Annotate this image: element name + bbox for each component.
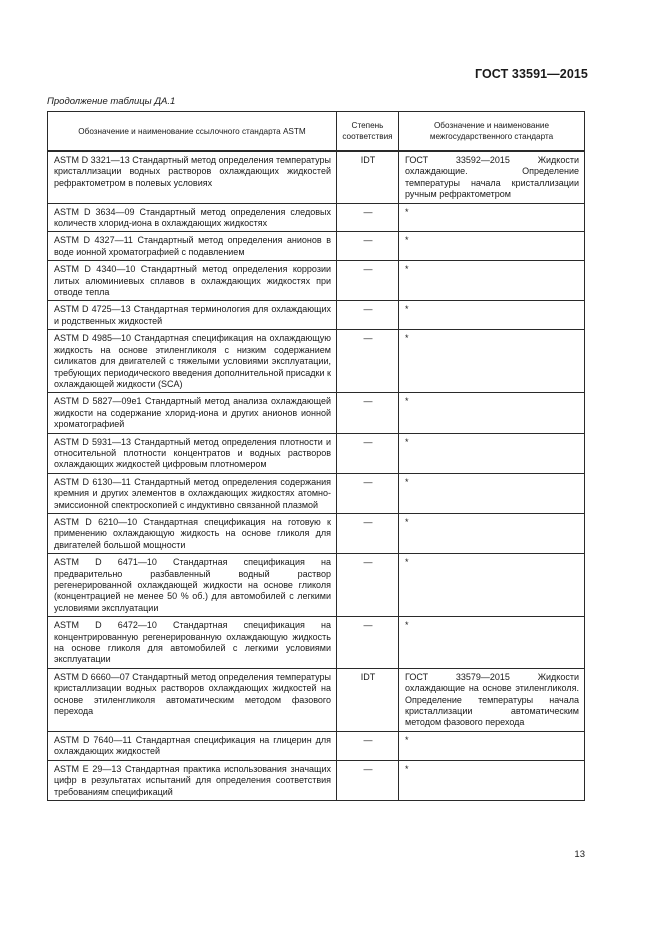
column-header-astm: Обозначение и наименование ссылочного стандарта ASTM (48, 112, 337, 152)
degree-cell: — (337, 393, 399, 433)
table-row (48, 203, 585, 232)
degree-cell: — (337, 617, 399, 669)
interstate-cell: * (399, 554, 585, 617)
degree-cell: — (337, 301, 399, 330)
degree-cell: — (337, 554, 399, 617)
degree-cell: — (337, 261, 399, 301)
astm-cell: ASTM D 6130—11 Стандартный метод определения содержания кремния и других элементов в охлаждающих жидкостях атомно-эмиссионной спектроскопией с индуктивно связанной плазмой (48, 473, 337, 513)
degree-cell: — (337, 433, 399, 473)
astm-cell: ASTM D 6471—10 Стандартная спецификация на предварительно разбавленный водный раствор регенерированной охлаждающей жидкости на основе гликоля (концентрацией не менее 50 % об.) для автомобилей с легкими условиями эксплуатации (48, 554, 337, 617)
table-caption: Продолжение таблицы ДА.1 (47, 96, 176, 107)
table-row (48, 261, 585, 301)
column-header-degree: Степень соответствия (337, 112, 399, 152)
table-row (48, 232, 585, 261)
interstate-cell: ГОСТ 33592—2015 Жидкости охлаждающие. Определение температуры начала кристаллизации ручным рефрактометром (399, 151, 585, 203)
table-row (48, 301, 585, 330)
astm-cell: ASTM E 29—13 Стандартная практика использования значащих цифр в результатах испытаний для определения соответствия требованиям спецификаций (48, 760, 337, 800)
degree-cell: — (337, 473, 399, 513)
degree-cell: — (337, 330, 399, 393)
table-row (48, 617, 585, 669)
table-row (48, 151, 585, 203)
reference-standards-table (47, 111, 585, 801)
degree-cell: — (337, 760, 399, 800)
astm-cell: ASTM D 6660—07 Стандартный метод определения температуры кристаллизации водных растворов охлаждающих жидкостей на основе этиленгликоля автоматическим методом фазового перехода (48, 668, 337, 731)
table-row (48, 760, 585, 800)
astm-cell: ASTM D 7640—11 Стандартная спецификация на глицерин для охлаждающих жидкостей (48, 731, 337, 760)
table-row (48, 668, 585, 731)
astm-cell: ASTM D 5827—09e1 Стандартный метод анализа охлаждающей жидкости на содержание хлорид-иона и других анионов ионной хроматографией (48, 393, 337, 433)
astm-cell: ASTM D 6472—10 Стандартная спецификация на концентрированную регенерированную охлаждающую жидкость на основе гликоля для автомобилей с легкими условиями эксплуатации (48, 617, 337, 669)
page-number: 13 (574, 849, 585, 860)
astm-cell: ASTM D 6210—10 Стандартная спецификация на готовую к применению охлаждающую жидкость на основе гликоля для двигателей большой мощности (48, 513, 337, 553)
interstate-cell: * (399, 393, 585, 433)
table-row (48, 513, 585, 553)
degree-cell: IDT (337, 668, 399, 731)
standard-code: ГОСТ 33591—2015 (474, 67, 588, 81)
interstate-cell: * (399, 301, 585, 330)
interstate-cell: * (399, 261, 585, 301)
interstate-cell: * (399, 203, 585, 232)
table-row (48, 554, 585, 617)
interstate-cell: * (399, 330, 585, 393)
interstate-cell: * (399, 433, 585, 473)
interstate-cell: * (399, 232, 585, 261)
interstate-cell: * (399, 513, 585, 553)
astm-cell: ASTM D 3321—13 Стандартный метод определения температуры кристаллизации водных растворов охлаждающих жидкостей рефрактометром в полевых условиях (48, 151, 337, 203)
column-header-interstate: Обозначение и наименование межгосударственного стандарта (399, 112, 585, 152)
interstate-cell: * (399, 731, 585, 760)
degree-cell: IDT (337, 151, 399, 203)
astm-cell: ASTM D 4327—11 Стандартный метод определения анионов в воде ионной хроматографией с подавлением (48, 232, 337, 261)
table-row (48, 330, 585, 393)
degree-cell: — (337, 203, 399, 232)
degree-cell: — (337, 513, 399, 553)
astm-cell: ASTM D 3634—09 Стандартный метод определения следовых количеств хлорид-иона в охлаждающих жидкостях (48, 203, 337, 232)
table-row (48, 393, 585, 433)
interstate-cell: * (399, 760, 585, 800)
astm-cell: ASTM D 5931—13 Стандартный метод определения плотности и относительной плотности концентратов и водных растворов охлаждающих жидкостей цифровым плотномером (48, 433, 337, 473)
degree-cell: — (337, 731, 399, 760)
astm-cell: ASTM D 4985—10 Стандартная спецификация на охлаждающую жидкость на основе этиленгликоля с низким содержанием силикатов для двигателей с тяжелыми условиями эксплуатации, требующих периодического введения дополнительной присадки к охлаждающей жидкости (SCA) (48, 330, 337, 393)
interstate-cell: * (399, 617, 585, 669)
table-header-row (48, 112, 585, 152)
interstate-cell: ГОСТ 33579—2015 Жидкости охлаждающие на основе этиленгликоля. Определение температуры начала кристаллизации автоматическим методом фазового перехода (399, 668, 585, 731)
table-row (48, 433, 585, 473)
interstate-cell: * (399, 473, 585, 513)
table-row (48, 731, 585, 760)
table-row (48, 473, 585, 513)
astm-cell: ASTM D 4725—13 Стандартная терминология для охлаждающих и родственных жидкостей (48, 301, 337, 330)
astm-cell: ASTM D 4340—10 Стандартный метод определения коррозии литых алюминиевых сплавов в охлаждающих жидкостях при отводе тепла (48, 261, 337, 301)
degree-cell: — (337, 232, 399, 261)
